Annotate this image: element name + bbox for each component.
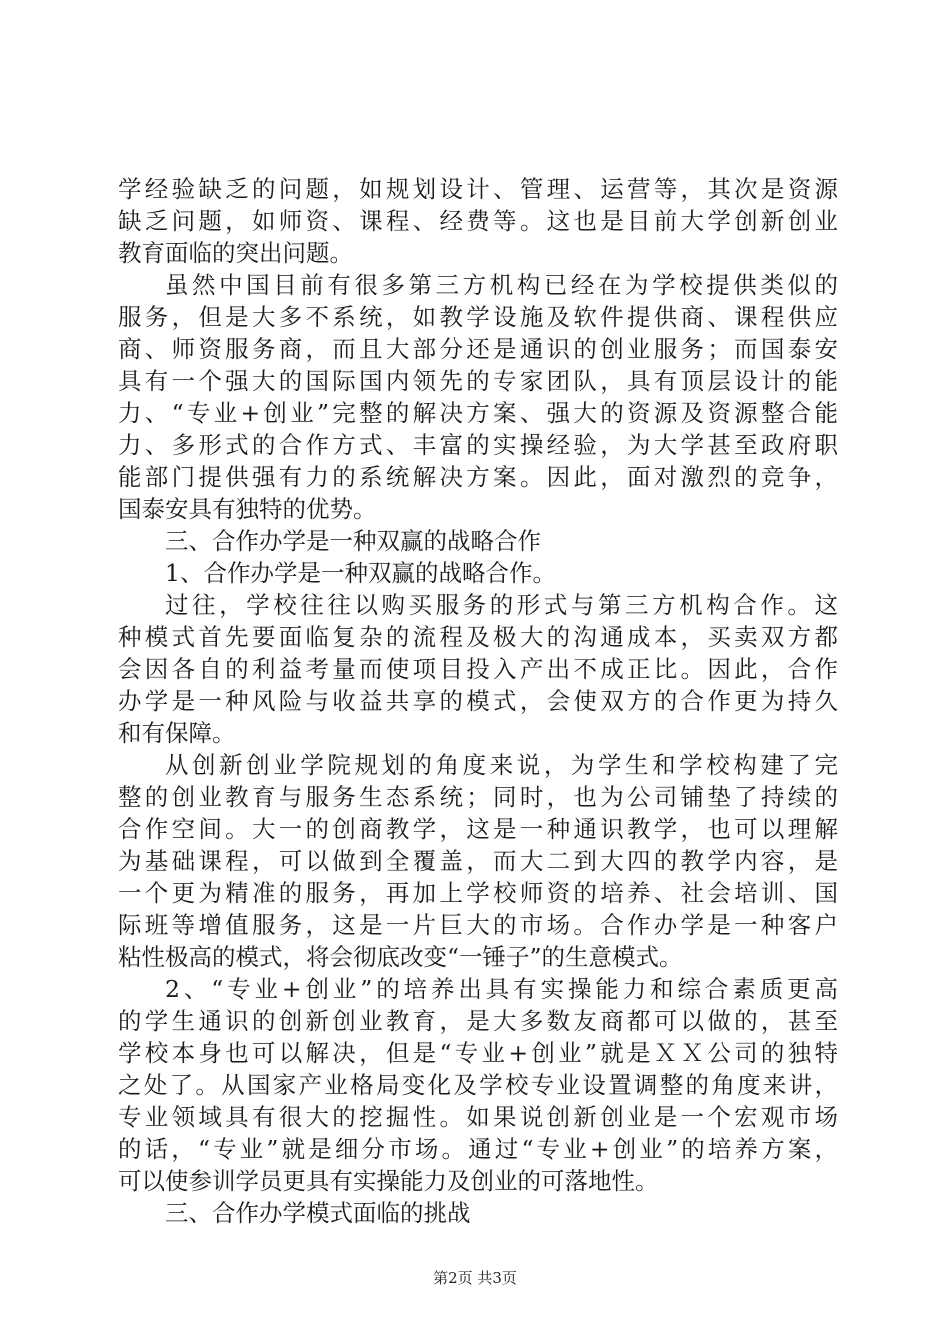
text-line: 2、“专业+创业”的培养出具有实操能力和综合素质更高 [165,975,838,1003]
text-line: 教育面临的突出问题。 [118,239,353,267]
document-body [118,173,838,1229]
text-line: 从创新创业学院规划的角度来说，为学生和学校构建了完 [165,751,838,779]
page-footer: 第2页 共3页 [433,1269,517,1287]
text-line: 服务，但是大多不系统，如教学设施及软件提供商、课程供应 [118,303,838,331]
text-line: 粘性极高的模式，将会彻底改变“一锤子”的生意模式。 [118,943,683,971]
text-line: 国泰安具有独特的优势。 [118,495,377,523]
text-line: 力、“专业+创业”完整的解决方案、强大的资源及资源整合能 [118,399,838,427]
text-line: 的话，“专业”就是细分市场。通过“专业+创业”的培养方案， [118,1135,838,1163]
text-line: 力、多形式的合作方式、丰富的实操经验，为大学甚至政府职 [118,431,838,459]
text-line: 学校本身也可以解决，但是“专业+创业”就是ＸＸ公司的独特 [118,1039,838,1067]
text-line: 三、合作办学模式面临的挑战 [165,1199,471,1227]
text-line: 学经验缺乏的问题，如规划设计、管理、运营等，其次是资源 [118,175,838,203]
text-line: 会因各自的利益考量而使项目投入产出不成正比。因此，合作 [118,655,838,683]
text-line: 专业领域具有很大的挖掘性。如果说创新创业是一个宏观市场 [118,1103,838,1131]
text-line: 之处了。从国家产业格局变化及学校专业设置调整的角度来讲， [118,1071,838,1099]
text-line: 种模式首先要面临复杂的流程及极大的沟通成本，买卖双方都 [118,623,838,651]
text-line: 际班等增值服务，这是一片巨大的市场。合作办学是一种客户 [118,911,838,939]
text-line: 可以使参训学员更具有实操能力及创业的可落地性。 [118,1167,659,1195]
text-line: 合作空间。大一的创商教学，这是一种通识教学，也可以理解 [118,815,838,843]
text-line: 虽然中国目前有很多第三方机构已经在为学校提供类似的 [165,271,838,299]
text-line: 具有一个强大的国际国内领先的专家团队，具有顶层设计的能 [118,367,838,395]
text-line: 和有保障。 [118,719,236,747]
text-line: 办学是一种风险与收益共享的模式，会使双方的合作更为持久 [118,687,838,715]
text-line: 三、合作办学是一种双赢的战略合作 [165,527,541,555]
text-line: 整的创业教育与服务生态系统；同时，也为公司铺垫了持续的 [118,783,838,811]
text-line: 的学生通识的创新创业教育，是大多数友商都可以做的，甚至 [118,1007,838,1035]
text-line: 一个更为精准的服务，再加上学校师资的培养、社会培训、国 [118,879,838,907]
text-line: 商、师资服务商，而且大部分还是通识的创业服务；而国泰安 [118,335,838,363]
text-line: 缺乏问题，如师资、课程、经费等。这也是目前大学创新创业 [118,207,838,235]
text-line: 过往，学校往往以购买服务的形式与第三方机构合作。这 [165,591,838,619]
text-line: 能部门提供强有力的系统解决方案。因此，面对激烈的竞争， [118,463,838,491]
text-line: 1、合作办学是一种双赢的战略合作。 [165,559,556,587]
text-line: 为基础课程，可以做到全覆盖，而大二到大四的教学内容，是 [118,847,838,875]
